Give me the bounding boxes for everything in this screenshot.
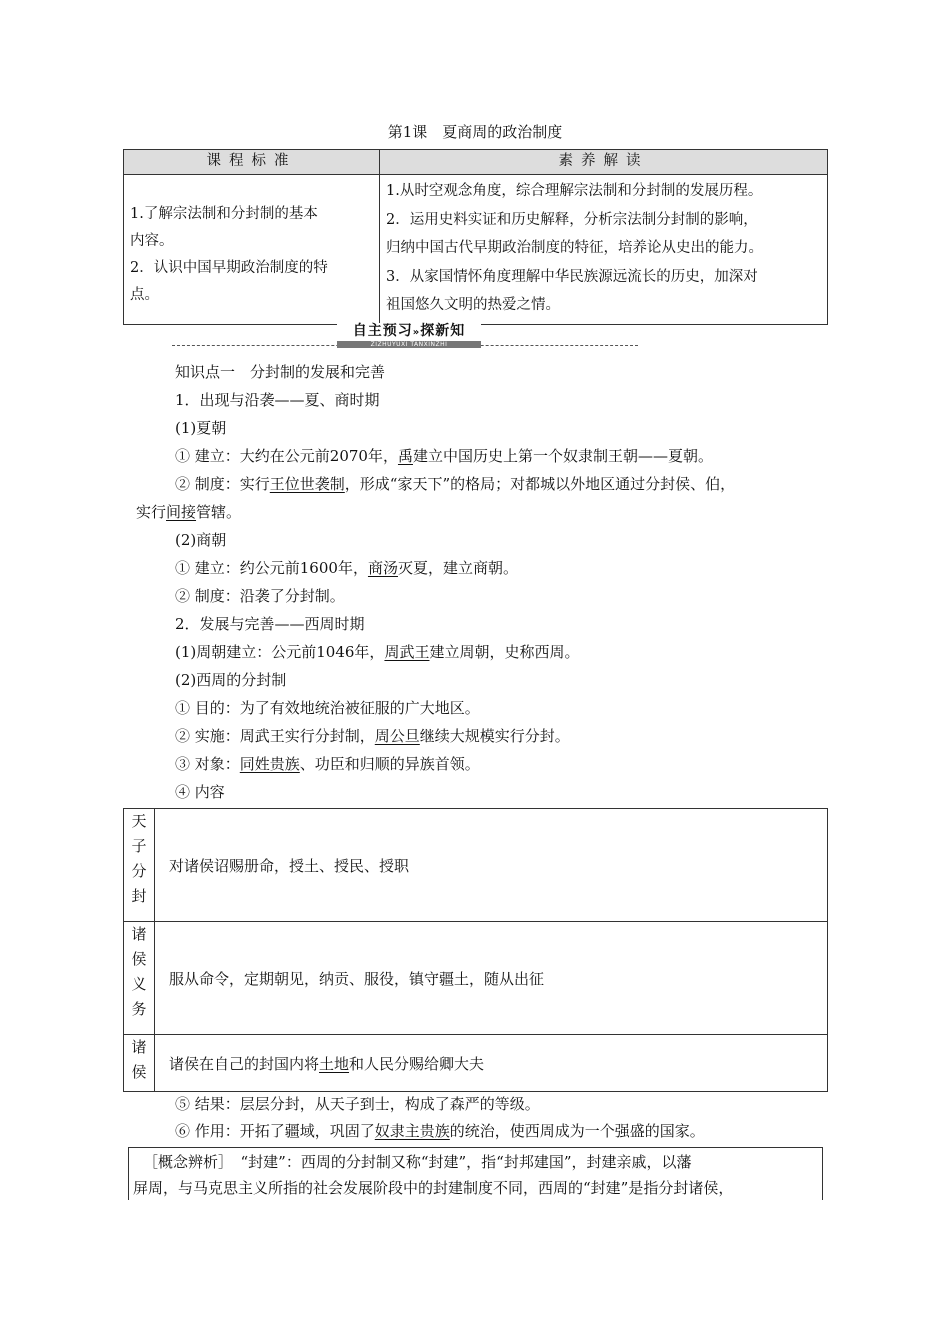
concept-line-1: ［概念辨析］ “封建”：西周的分封制又称“封建”，指“封邦建国”，封建亲戚，以藩 bbox=[143, 1153, 692, 1171]
standards-right-cell bbox=[380, 175, 828, 325]
zhou-targets: ③ 对象：同姓贵族、功臣和归顺的异族首领。 bbox=[175, 755, 480, 773]
concept-box bbox=[128, 1147, 823, 1200]
xia-system-cont: 实行间接管辖。 bbox=[136, 503, 242, 521]
row-text: 服从命令，定期朝见，纳贡、服役，镇守疆土，随从出征 bbox=[155, 922, 828, 1035]
standards-header-right: 素养解读 bbox=[380, 150, 828, 175]
zhou-fengjian-heading: (2)西周的分封制 bbox=[175, 671, 287, 689]
effect-line: ⑥ 作用：开拓了疆域，巩固了奴隶主贵族的统治，使西周成为一个强盛的国家。 bbox=[175, 1122, 705, 1140]
std-left-line: 点。 bbox=[130, 287, 159, 303]
table-row bbox=[124, 1035, 828, 1092]
std-right-line: 祖国悠久文明的热爱之情。 bbox=[386, 297, 560, 313]
double-arrow-icon: » bbox=[412, 327, 421, 338]
standards-table bbox=[123, 149, 828, 325]
concept-line-2: 屏周，与马克思主义所指的社会发展阶段中的封建制度不同，西周的“封建”是指分封诸侯， bbox=[133, 1179, 734, 1197]
xia-heading: (1)夏朝 bbox=[175, 419, 227, 437]
std-right-line: 2．运用史料实证和历史解释，分析宗法制分封制的影响， bbox=[386, 211, 758, 228]
banner-pinyin: ZIZHUYUXI TANXINZHI bbox=[337, 341, 481, 348]
std-left-line: 1.了解宗法制和分封制的基本 bbox=[130, 206, 318, 222]
row-label: 天 子 分 封 bbox=[124, 809, 155, 922]
banner-label bbox=[337, 323, 481, 347]
result-line: ⑤ 结果：层层分封，从天子到士，构成了森严的等级。 bbox=[175, 1095, 540, 1113]
zhou-content-heading: ④ 内容 bbox=[175, 783, 225, 801]
std-left-line: 内容。 bbox=[130, 233, 174, 249]
xia-system: ② 制度：实行王位世袭制，形成“家天下”的格局；对都城以外地区通过分封侯、伯， bbox=[175, 475, 736, 493]
shang-system: ② 制度：沿袭了分封制。 bbox=[175, 587, 345, 605]
lesson-title: 第1课 夏商周的政治制度 bbox=[387, 123, 563, 141]
banner-title: 自主预习»探新知 bbox=[352, 323, 466, 339]
zhou-purpose: ① 目的：为了有效地统治被征服的广大地区。 bbox=[175, 699, 480, 717]
std-right-line: 3．从家国情怀角度理解中华民族源远流长的历史，加深对 bbox=[386, 268, 758, 285]
row-text: 诸侯在自己的封国内将土地和人民分赐给卿大夫 bbox=[155, 1035, 828, 1092]
shang-founding: ① 建立：约公元前1600年，商汤灭夏，建立商朝。 bbox=[175, 559, 518, 577]
knowledge-point-title: 知识点一 分封制的发展和完善 bbox=[175, 363, 386, 381]
standards-header-left: 课程标准 bbox=[124, 150, 380, 175]
row-label: 诸 侯 义 务 bbox=[124, 922, 155, 1035]
row-text: 对诸侯诏赐册命，授土、授民、授职 bbox=[155, 809, 828, 922]
xia-founding: ① 建立：大约在公元前2070年，禹建立中国历史上第一个奴隶制王朝——夏朝。 bbox=[175, 447, 713, 465]
section-banner bbox=[172, 323, 638, 349]
std-right-line: 归纳中国古代早期政治制度的特征，培养论从史出的能力。 bbox=[386, 240, 763, 256]
std-right-line: 1.从时空观念角度，综合理解宗法制和分封制的发展历程。 bbox=[386, 183, 763, 199]
standards-left-cell bbox=[124, 175, 380, 325]
zhou-founding: (1)周朝建立：公元前1046年，周武王建立周朝，史称西周。 bbox=[175, 643, 580, 661]
heading-2: 2．发展与完善——西周时期 bbox=[175, 615, 365, 633]
table-row bbox=[124, 922, 828, 1035]
content-table bbox=[123, 808, 828, 1092]
row-label: 诸 侯 bbox=[124, 1035, 155, 1092]
std-left-line: 2．认识中国早期政治制度的特 bbox=[130, 260, 328, 276]
zhou-implementation: ② 实施：周武王实行分封制，周公旦继续大规模实行分封。 bbox=[175, 727, 570, 745]
table-row bbox=[124, 809, 828, 922]
heading-1: 1．出现与沿袭——夏、商时期 bbox=[175, 391, 380, 409]
shang-heading: (2)商朝 bbox=[175, 531, 227, 549]
